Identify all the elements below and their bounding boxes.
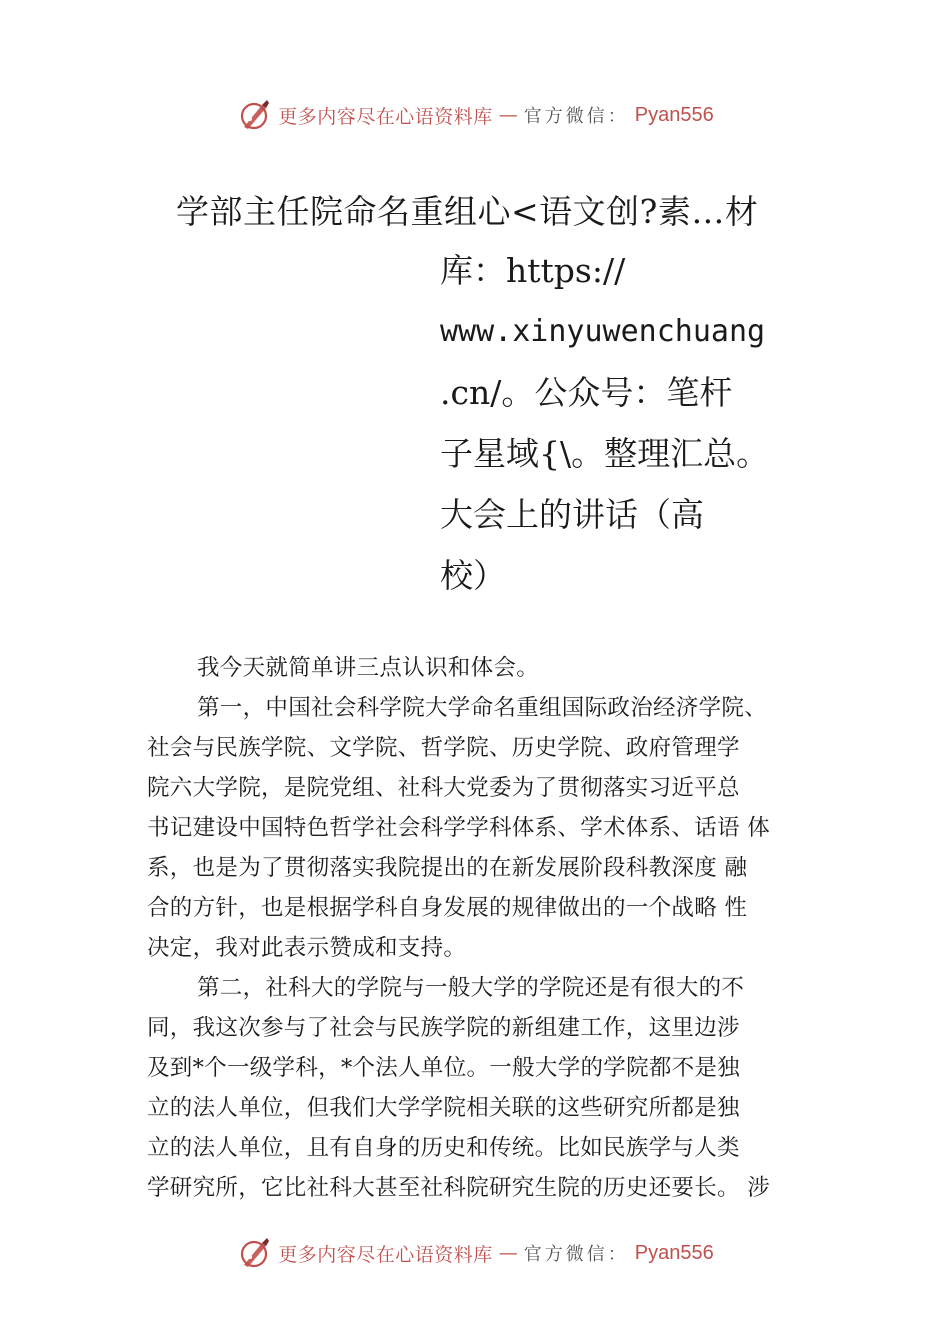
banner-wechat-label: 官方微信： (523, 106, 629, 127)
banner-title: 更多内容尽在心语资料库 (278, 1243, 493, 1266)
paragraph-line: 立的法人单位，且有自身的历史和传统。比如民族学与人类 (147, 1135, 740, 1161)
document-title: 学部主任院命名重组心<语文创?素…材 (176, 192, 759, 231)
paragraph-line: 院六大学院，是院党组、社科大党委为了贯彻落实习近平总 (147, 775, 740, 801)
paragraph-line: 第二，社科大的学院与一般大学的学院还是有很大的不 (197, 975, 745, 1001)
paragraph-line: 及到*个一级学科，*个法人单位。一般大学的学院都不是独 (147, 1055, 741, 1081)
banner-title: 更多内容尽在心语资料库 (278, 105, 493, 128)
banner-wechat-label: 官方微信： (523, 1244, 629, 1265)
paragraph-line: 第一，中国社会科学院大学命名重组国际政治经济学院、 (197, 695, 768, 721)
paragraph-line: 同，我这次参与了社会与民族学院的新组建工作，这里边涉 (147, 1015, 740, 1041)
document-body (147, 648, 847, 1208)
header-banner (0, 90, 950, 140)
banner-wechat-id: Pyan556 (634, 103, 714, 126)
paragraph-line: 系，也是为了贯彻落实我院提出的在新发展阶段科教深度 融 (147, 855, 748, 881)
paragraph-line: 书记建设中国特色哲学社会科学学科体系、学术体系、话语 体 (147, 815, 771, 841)
pen-logo-icon (236, 1235, 272, 1271)
paragraph-line: 社会与民族学院、文学院、哲学院、历史学院、政府管理学 (147, 735, 740, 761)
title-line: 大会上的讲话（高 (440, 495, 704, 534)
title-continuation (440, 246, 800, 612)
paragraph-line: 立的法人单位，但我们大学学院相关联的这些研究所都是独 (147, 1095, 740, 1121)
paragraph-line: 我今天就简单讲三点认识和体会。 (197, 655, 540, 681)
title-line: 子星域{\。整理汇总。 (440, 434, 770, 473)
title-line: .cn/。公众号：笔杆 (440, 373, 733, 412)
banner-dash: — (498, 104, 518, 126)
paragraph-line: 学研究所，它比社科大甚至社科院研究生院的历史还要长。 涉 (147, 1175, 771, 1201)
title-line: 校） (440, 556, 506, 595)
banner-wechat-id: Pyan556 (634, 1241, 714, 1264)
pen-logo-icon (236, 97, 272, 133)
banner-dash: — (498, 1242, 518, 1264)
paragraph-line: 决定，我对此表示赞成和支持。 (147, 935, 467, 961)
title-line: www.xinyuwenchuang (440, 314, 766, 349)
paragraph-line: 合的方针，也是根据学科自身发展的规律做出的一个战略 性 (147, 895, 748, 921)
title-line: 库：https:// (440, 251, 626, 290)
footer-banner (0, 1228, 950, 1278)
